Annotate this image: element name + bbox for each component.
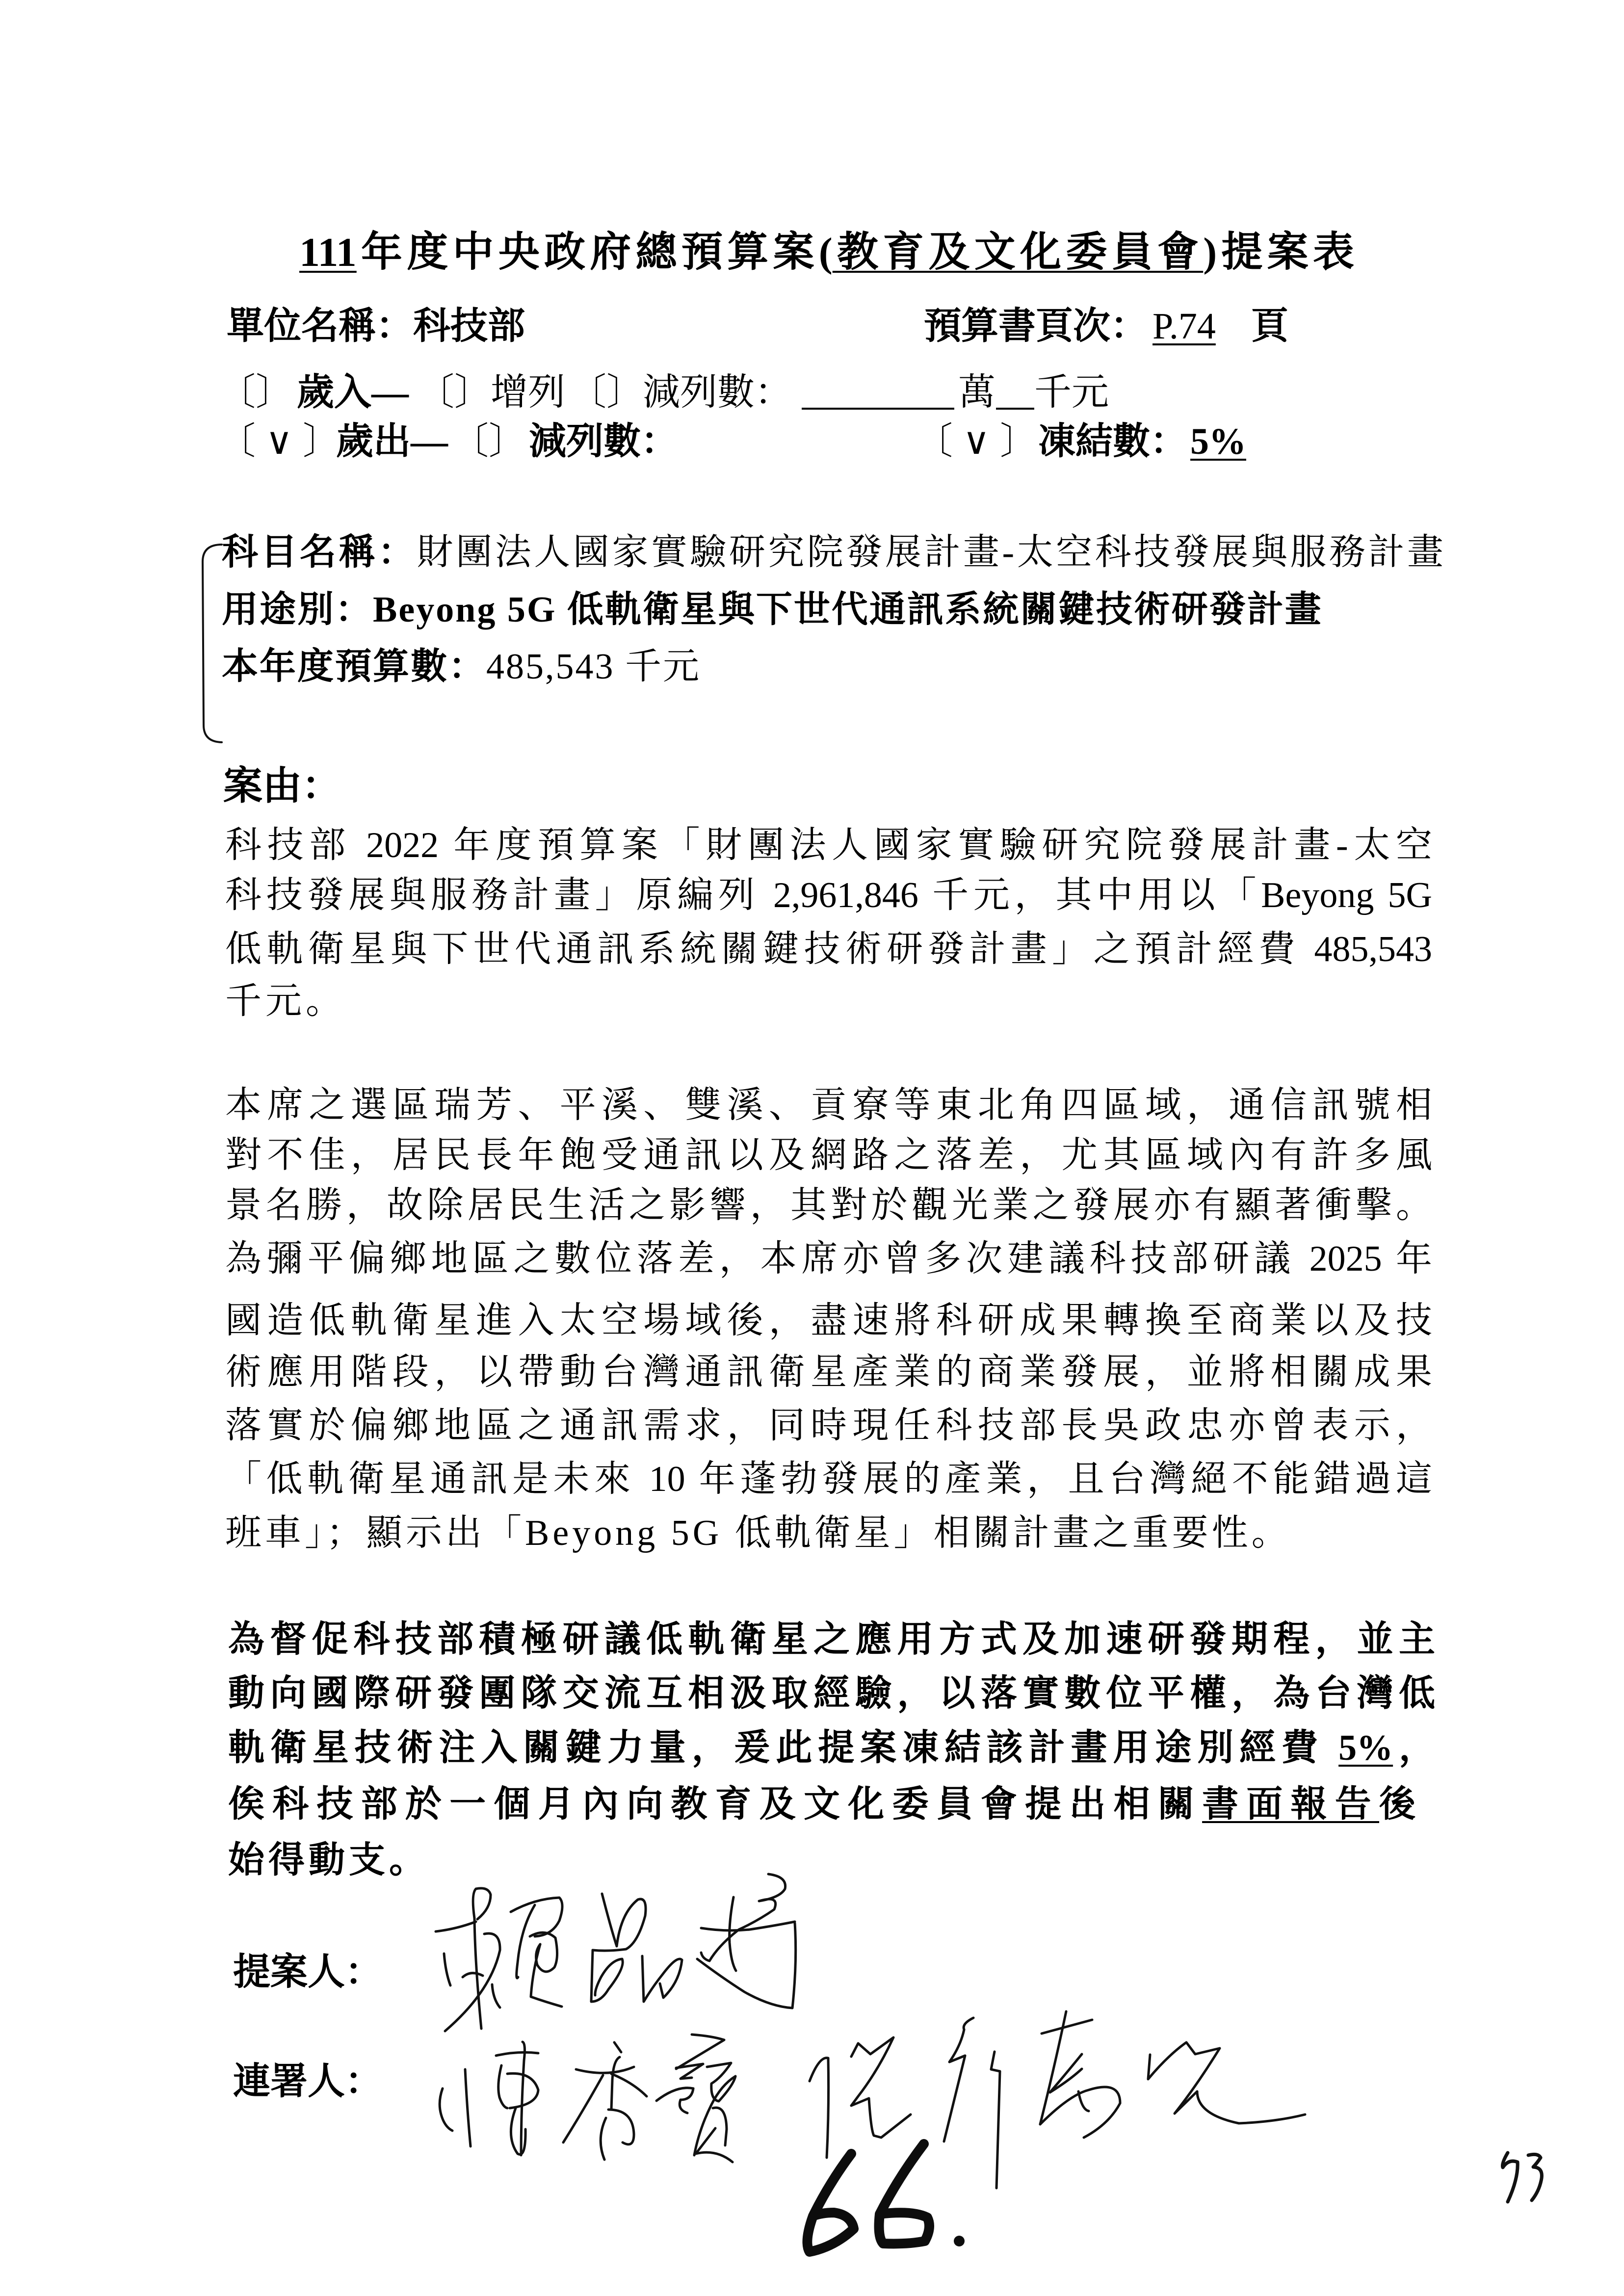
- expenditure-label: 歲出—: [336, 421, 448, 462]
- signature-stroke: [676, 2035, 724, 2069]
- bracket-open: 〔: [451, 421, 489, 462]
- paragraph-line: 千元。: [225, 981, 346, 1021]
- paragraph-line: 始得動支。: [228, 1840, 429, 1880]
- left-brace-icon: [203, 545, 222, 742]
- signature-stroke: [563, 2075, 603, 2142]
- signature-stroke: [465, 2069, 471, 2146]
- signature-stroke: [730, 1897, 736, 1971]
- signature-stroke: [601, 2118, 606, 2160]
- signature-stroke: [593, 1894, 646, 1951]
- signature-stroke: [463, 1973, 483, 1977]
- purpose-line: [222, 588, 1399, 632]
- bracket-close: 〕: [606, 372, 644, 413]
- freeze-value: 5%: [1190, 421, 1246, 462]
- paragraph-line: [228, 1726, 1435, 1770]
- reason-heading: 案由：: [223, 765, 341, 808]
- expenditure-row: [0, 419, 1624, 464]
- decrease-label: 減列數：: [643, 372, 792, 413]
- budget-page-label: 預算書頁次：: [924, 306, 1148, 347]
- brace-stroke: [203, 545, 222, 742]
- subject-item-line: [222, 530, 1443, 574]
- signature-stroke: [810, 2058, 829, 2158]
- expenditure-checkbox: [218, 419, 340, 464]
- signature-stroke: [676, 2064, 703, 2079]
- signature-stroke: [608, 2110, 634, 2144]
- paragraph-line: 對不佳，居民長年飽受通訊以及網路之落差，尤其區域內有許多風: [225, 1135, 1432, 1175]
- bracket-open: 〔: [417, 372, 454, 413]
- signature-stroke: [944, 2018, 973, 2141]
- annual-budget-label: 本年度預算數：: [222, 647, 486, 687]
- signature-stroke: [507, 2073, 538, 2108]
- title-text: 年度中央政府總預算案(: [356, 230, 833, 275]
- budget-page-value: P.74: [1153, 306, 1216, 347]
- increase-label: 增列: [491, 372, 565, 413]
- paragraph-line: 為彌平偏鄉地區之數位落差，本席亦曾多次建議科技部研議 2025 年: [225, 1239, 1432, 1279]
- signature-stroke: [440, 2088, 452, 2131]
- decrease-amount-wan-blank: [802, 377, 954, 410]
- expenditure-check-mark: ∨: [265, 421, 293, 462]
- signature-stroke: [498, 2065, 507, 2108]
- signature-stroke: [614, 2042, 621, 2052]
- signature-stroke: [530, 1932, 557, 1972]
- digit-stroke: [1528, 2154, 1542, 2200]
- paragraph-line: 為督促科技部積極研議低軌衛星之應用方式及加速研發期程，並主: [228, 1619, 1435, 1660]
- signature-stroke: [511, 2108, 525, 2154]
- signature-stroke: [576, 2067, 634, 2073]
- paragraph-line: 景名勝，故除居民生活之影響，其對於觀光業之發展亦有顯著衝擊。: [225, 1185, 1432, 1226]
- signature-stroke: [436, 1922, 476, 1931]
- signature-stroke: [1148, 2042, 1305, 2123]
- signature-stroke: [1040, 2087, 1120, 2138]
- unit-field: [227, 304, 525, 348]
- handwritten-page-number: [1502, 2153, 1542, 2202]
- paragraph-line: 落實於偏鄉地區之通訊需求，同時現任科技部長吳政忠亦曾表示，: [225, 1406, 1432, 1446]
- text-segment: 俟科技部於一個月內向教育及文化委員會提出相關: [228, 1784, 1203, 1825]
- paragraph-line: 科技發展與服務計畫」原編列 2,961,846 千元，其中用以「Beyong 5G: [225, 875, 1432, 915]
- purpose-value: Beyong 5G 低軌衛星與下世代通訊系統關鍵技術研發計畫: [373, 590, 1323, 630]
- bracket-open: 〔: [569, 372, 606, 413]
- freeze-percent-underlined: 5%: [1338, 1728, 1393, 1768]
- paragraph-line: 本席之選區瑞芳、平溪、雙溪、貢寮等東北角四區域，通信訊號相: [225, 1085, 1432, 1125]
- decrease-amount-qian-blank: [996, 377, 1034, 410]
- bracket-open: 〔: [916, 421, 953, 462]
- freeze-checkbox: [916, 419, 1037, 464]
- signature-stroke: [991, 2052, 1000, 2188]
- title-suffix: )提案表: [1203, 230, 1354, 275]
- bracket-close: 〕: [1000, 421, 1037, 462]
- signature-stroke: [492, 1984, 500, 2008]
- expenditure-decrease-checkbox: [451, 419, 526, 464]
- signature-stroke: [713, 2108, 727, 2145]
- signature-stroke: [696, 2128, 733, 2162]
- bracket-close: 〕: [489, 421, 526, 462]
- signature-stroke: [521, 2042, 524, 2155]
- annual-budget-value: 485,543 千元: [486, 647, 701, 687]
- written-report-underlined: 書面報告: [1202, 1784, 1380, 1825]
- handwritten-sequence-number: [807, 2144, 965, 2252]
- unit-row: [0, 304, 1624, 348]
- purpose-label: 用途別：: [222, 590, 373, 630]
- page-title: [299, 231, 1354, 275]
- subject-item-label: 科目名稱：: [222, 532, 417, 573]
- proposer-label: 提案人：: [233, 1952, 382, 1993]
- paragraph-line: 國造低軌衛星進入太空場域後，盡速將科研成果轉換至商業以及技: [225, 1301, 1432, 1341]
- paragraph-line: 科技部 2022 年度預算案「財團法人國家實驗研究院發展計畫-太空: [225, 825, 1432, 865]
- unit-value: 科技部: [413, 306, 525, 347]
- unit-qian: 千元: [1034, 372, 1109, 413]
- paragraph-line: 「低軌衛星通訊是未來 10 年蓬勃發展的產業，且台灣絕不能錯過這: [225, 1459, 1432, 1499]
- digit-stroke: [879, 2144, 929, 2244]
- signature-stroke: [1050, 2054, 1082, 2092]
- paragraph-line: 班車」；顯示出「Beyong 5G 低軌衛星」相關計畫之重要性。: [225, 1513, 1291, 1553]
- unit-label: 單位名稱：: [227, 306, 413, 347]
- signature-stroke: [611, 2057, 620, 2110]
- signature-stroke: [444, 1954, 450, 1985]
- signature-stroke: [445, 1933, 500, 2031]
- digit-stroke: [807, 2154, 854, 2252]
- unit-wan: 萬: [958, 372, 995, 413]
- signature-stroke: [1040, 2011, 1066, 2124]
- signature-stroke: [511, 1898, 562, 1936]
- bracket-close: 〕: [303, 421, 340, 462]
- bracket-open: 〔: [218, 421, 256, 462]
- signature-stroke: [1078, 2091, 1089, 2111]
- freeze-check-mark: ∨: [963, 421, 990, 462]
- revenue-checkbox: [218, 370, 293, 415]
- signature-stroke: [694, 2063, 735, 2155]
- expenditure-decrease-label: 減列數：: [529, 421, 678, 462]
- freeze-label: 凍結數：: [1038, 421, 1187, 462]
- bracket-open: 〔: [218, 372, 256, 413]
- text-segment: ，: [1393, 1728, 1435, 1768]
- signature-stroke: [591, 1950, 623, 2002]
- cosigner-signature: [440, 2035, 735, 2162]
- signature-stroke: [1042, 2020, 1092, 2034]
- signature-stroke: [697, 1923, 796, 2008]
- revenue-label: 歲入—: [297, 372, 409, 413]
- annual-budget-line: [222, 645, 811, 689]
- signature-stroke: [496, 2052, 538, 2056]
- proposer-signature: [436, 1874, 796, 2031]
- title-committee: 教育及文化委員會: [832, 230, 1204, 275]
- signature-stroke: [851, 2037, 911, 2138]
- signature-stroke: [611, 2074, 647, 2096]
- signature-stroke: [656, 2088, 693, 2113]
- signature-stroke: [517, 1905, 535, 1978]
- paragraph-line: 動向國際研發團隊交流互相汲取經驗，以落實數位平權，為台灣低: [228, 1673, 1435, 1714]
- bracket-close: 〕: [454, 372, 492, 413]
- title-year: 111: [299, 230, 357, 275]
- cosigner-label: 連署人：: [233, 2061, 382, 2102]
- bracket-close: 〕: [256, 372, 293, 413]
- revenue-row: [0, 370, 1624, 415]
- increase-checkbox: [417, 370, 492, 415]
- signature-stroke: [642, 1956, 682, 2002]
- cosigner-signature: [810, 2011, 1305, 2188]
- period-dot: [954, 2236, 965, 2246]
- text-segment: 後: [1379, 1784, 1416, 1825]
- signature-stroke: [531, 1944, 562, 2007]
- subject-item-value: 財團法人國家實驗研究院發展計畫-太空科技發展與服務計畫: [417, 532, 1444, 573]
- decrease-checkbox: [569, 370, 644, 415]
- signature-stroke: [701, 1922, 795, 1931]
- paragraph-line: [228, 1782, 1415, 1826]
- signature-stroke: [473, 1888, 491, 2029]
- signature-stroke: [701, 1874, 786, 1961]
- paragraph-line: 低軌衛星與下世代通訊系統關鍵技術研發計畫」之預計經費 485,543: [225, 929, 1432, 969]
- budget-page-suffix: 頁: [1251, 306, 1288, 347]
- paragraph-line: 術應用階段，以帶動台灣通訊衛星產業的商業發展，並將相關成果: [225, 1352, 1432, 1392]
- digit-stroke: [1502, 2153, 1518, 2202]
- text-segment: 軌衛星技術注入關鍵力量，爰此提案凍結該計畫用途別經費: [228, 1728, 1339, 1768]
